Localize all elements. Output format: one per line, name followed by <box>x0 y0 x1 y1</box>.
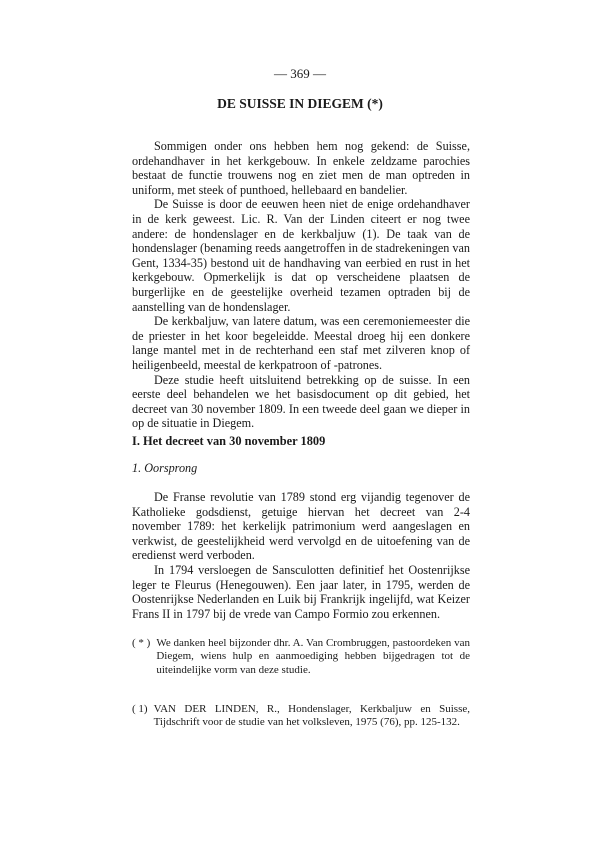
intro-text <box>132 139 470 431</box>
paragraph: Sommigen onder ons hebben hem nog gekend: de Suisse, ordehandhaver in het kerkgebouw. In enkele zeldzame parochies bestaat de functie trouwens nog en ziet men de man optreden in uniform, met steek of punthoed, hellebaard en bandelier. <box>132 139 470 197</box>
paragraph: De Suisse is door de eeuwen heen niet de enige ordehandhaver in de kerk geweest. Lic. R. Van der Linden citeert er nog twee andere: de hondenslager en de kerkbaljuw (1). De taak van de hondenslager (benaming reeds aangetroffen in de stadrekeningen van Gent, 1334-35) bestond uit de handhaving van eerbied en rust in het kerkgebouw. Opmerkelijk is dat op verscheidene plaatsen de burgerlijke en de geestelijke overheid tezamen optraden bij de aanstelling van de hondenslager. <box>132 197 470 314</box>
paragraph: De kerkbaljuw, van latere datum, was een ceremoniemeester die de priester in het koor begeleidde. Meestal droeg hij een donkere lange mantel met in de rechterhand een staf met zilveren knop of heiligenbeeld, meestal de kerkpatroon of -patrones. <box>132 314 470 372</box>
footnote <box>132 637 470 677</box>
footnote-marker: ( * ) <box>132 637 151 649</box>
footnote-text: VAN DER LINDEN, R., Hondenslager, Kerkbaljuw en Suisse, Tijdschrift voor de studie van het volksleven, 1975 (76), pp. 125-132. <box>153 703 470 729</box>
article-title: DE SUISSE IN DIEGEM (*) <box>217 96 383 111</box>
footnote <box>132 703 470 730</box>
page-number: — 369 — <box>274 66 326 81</box>
section-text <box>132 490 470 621</box>
section-heading: I. Het decreet van 30 november 1809 <box>132 434 326 448</box>
paragraph: Deze studie heeft uitsluitend betrekking op de suisse. In een eerste deel behandelen we het basisdocument op dit gebied, het decreet van 30 november 1809. In een tweede deel gaan we dieper in op de situatie in Diegem. <box>132 372 470 431</box>
subsection-heading: 1. Oorsprong <box>132 461 198 475</box>
paragraph: De Franse revolutie van 1789 stond erg vijandig tegenover de Katholieke godsdienst, getuige hiervan het decreet van 2-4 november 1789: het kerkelijk patrimonium werd aangeslagen en verkwist, de geestelijkheid werd vervolgd en de uitoefening van de eredienst werd verboden. <box>132 490 470 563</box>
footnote-text: We danken heel bijzonder dhr. A. Van Crombruggen, pastoordeken van Diegem, wiens hulp en aanmoediging hebben bijgedragen tot de uiteindelijke vorm van deze studie. <box>156 637 470 676</box>
paragraph: In 1794 versloegen de Sansculotten definitief het Oostenrijkse leger te Fleurus (Henegouwen). Een jaar later, in 1795, werden de Oostenrijkse Nederlanden en Luik bij Frankrijk ingelijfd, wat Keizer Frans II in 1797 bij de vrede van Campo Formio zou erkennen. <box>132 562 470 621</box>
footnote-marker: ( 1) <box>132 703 148 715</box>
